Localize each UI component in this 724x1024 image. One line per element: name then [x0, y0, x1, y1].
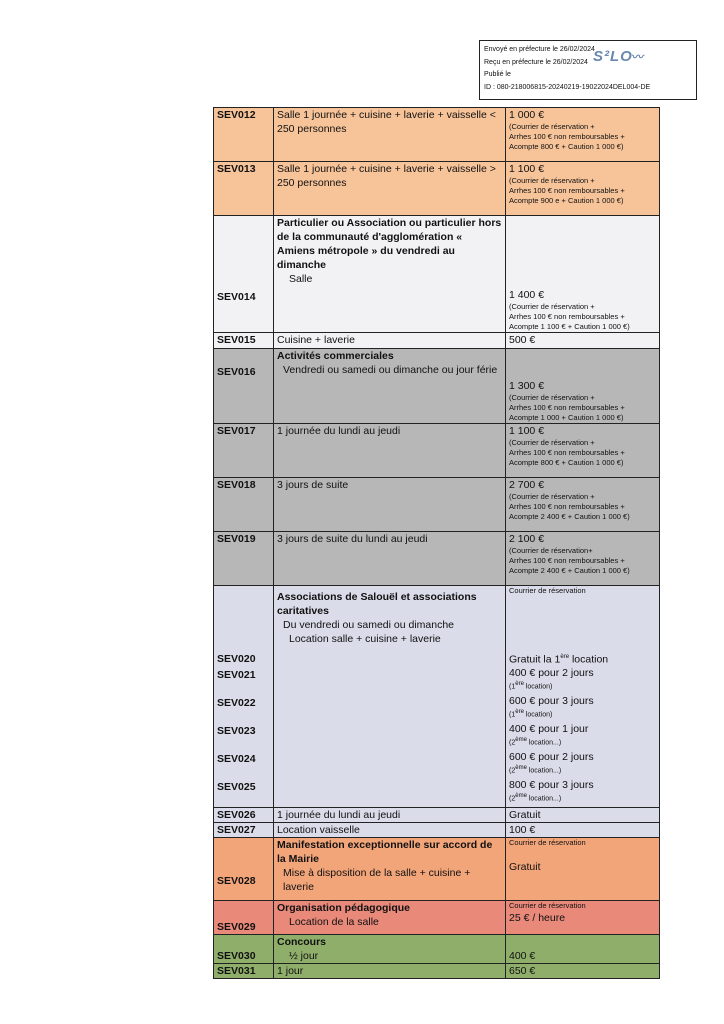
price-line: 600 € pour 3 jours	[509, 695, 594, 707]
row-code: SEV012	[214, 108, 274, 162]
row-description: 3 jours de suite	[274, 478, 506, 532]
row-description: 3 jours de suite du lundi au jeudi	[274, 532, 506, 586]
stamp-sent-date: Envoyé en préfecture le 26/02/2024	[484, 46, 595, 53]
table-row	[214, 349, 660, 424]
price-line: Gratuit la 1ère location	[509, 653, 609, 666]
price-condition-1: (Courrier de réservation +	[509, 393, 595, 402]
row-code: SEV020	[217, 653, 256, 665]
row-description	[274, 586, 506, 808]
row-code: SEV028	[214, 838, 274, 901]
row-description	[274, 901, 506, 935]
price-condition-2: Arrhes 100 € non remboursables +	[509, 403, 625, 412]
price-condition-3: Acompte 1 100 € + Caution 1 000 €)	[509, 322, 630, 331]
table-row	[214, 424, 660, 478]
price-condition-1: (Courrier de réservation +	[509, 302, 595, 311]
prefecture-stamp	[479, 40, 697, 100]
price-condition-2: Arrhes 100 € non remboursables +	[509, 448, 625, 457]
price-amount: 2 100 €	[509, 533, 545, 545]
row-description: 1 journée du lundi au jeudi	[274, 808, 506, 823]
price-condition-1: (Courrier de réservation+	[509, 546, 593, 555]
row-description: Location vaisselle	[274, 823, 506, 838]
price-subline: (1ère location)	[509, 681, 553, 691]
price-condition-3: Acompte 1 000 + Caution 1 000 €)	[509, 413, 624, 422]
row-price	[506, 478, 660, 532]
row-code: SEV017	[214, 424, 274, 478]
table-row	[214, 586, 660, 808]
row-code: SEV024	[217, 753, 256, 765]
row-detail: Vendredi ou samedi ou dimanche ou jour férie	[283, 364, 498, 376]
price-line: 800 € pour 3 jours	[509, 779, 594, 791]
price-condition-2: Arrhes 100 € non remboursables +	[509, 186, 625, 195]
row-price: 100 €	[506, 823, 660, 838]
price-amount: 1 100 €	[509, 163, 545, 175]
table-row	[214, 333, 660, 349]
row-code: SEV013	[214, 162, 274, 216]
row-detail: Location de la salle	[289, 916, 379, 928]
section-heading: Concours	[277, 936, 327, 948]
row-code: SEV031	[214, 964, 274, 979]
price-subline: (2ème location...)	[509, 737, 562, 747]
table-row	[214, 532, 660, 586]
price-condition-2: Arrhes 100 € non remboursables +	[509, 502, 625, 511]
row-detail: Location salle + cuisine + laverie	[289, 633, 441, 645]
tariff-table	[213, 107, 660, 979]
row-code: SEV021	[217, 669, 256, 681]
price-condition-3: Acompte 900 e + Caution 1 000 €)	[509, 196, 624, 205]
row-price: 500 €	[506, 333, 660, 349]
table-row	[214, 216, 660, 333]
price-note: Courrier de réservation	[509, 586, 586, 595]
row-description: Salle 1 journée + cuisine + laverie + vaisselle > 250 personnes	[274, 162, 506, 216]
price-condition-2: Arrhes 100 € non remboursables +	[509, 312, 625, 321]
price-amount: 1 300 €	[509, 380, 545, 392]
table-row	[214, 964, 660, 979]
row-code: SEV027	[214, 823, 274, 838]
price-amount: Gratuit	[509, 861, 541, 873]
price-condition-3: Acompte 800 € + Caution 1 000 €)	[509, 142, 624, 151]
stamp-received-date: Reçu en préfecture le 26/02/2024	[484, 58, 588, 66]
row-description: Cuisine + laverie	[274, 333, 506, 349]
row-code-stack	[214, 586, 274, 808]
row-description: 1 journée du lundi au jeudi	[274, 424, 506, 478]
row-description: Salle 1 journée + cuisine + laverie + vaisselle < 250 personnes	[274, 108, 506, 162]
row-code: SEV018	[214, 478, 274, 532]
row-code: SEV030	[214, 935, 274, 964]
slow-logo: S²LO〰	[593, 48, 644, 65]
price-note: Courrier de réservation	[509, 901, 586, 910]
row-detail: ½ jour	[289, 950, 319, 962]
section-heading: Associations de Salouël et associations caritatives	[277, 591, 477, 617]
row-price: 400 €	[506, 935, 660, 964]
row-description: 1 jour	[274, 964, 506, 979]
price-amount: 25 € / heure	[509, 912, 566, 924]
row-detail: Mise à disposition de la salle + cuisine + laverie	[283, 867, 471, 893]
section-heading: Activités commerciales	[277, 350, 394, 362]
row-price	[506, 108, 660, 162]
row-code: SEV026	[214, 808, 274, 823]
row-description	[274, 935, 506, 964]
price-condition-3: Acompte 2 400 € + Caution 1 000 €)	[509, 566, 630, 575]
section-heading: Organisation pédagogique	[277, 902, 411, 914]
stamp-id: ID : 080-218006815-20240219-19022024DEL004-DE	[484, 83, 651, 91]
price-amount: 1 400 €	[509, 289, 545, 301]
price-amount: 1 000 €	[509, 109, 545, 121]
row-price	[506, 532, 660, 586]
section-heading: Manifestation exceptionnelle sur accord de la Mairie	[277, 839, 493, 865]
price-line: 400 € pour 2 jours	[509, 667, 594, 679]
price-condition-2: Arrhes 100 € non remboursables +	[509, 132, 625, 141]
row-code: SEV029	[214, 901, 274, 935]
table-row	[214, 823, 660, 838]
row-code: SEV019	[214, 532, 274, 586]
table-row	[214, 935, 660, 964]
price-condition-1: (Courrier de réservation +	[509, 438, 595, 447]
row-price	[506, 216, 660, 333]
price-amount: 1 100 €	[509, 425, 545, 437]
row-price	[506, 901, 660, 935]
table-row	[214, 838, 660, 901]
price-subline: (2ème location...)	[509, 765, 562, 775]
row-detail: Du vendredi ou samedi ou dimanche	[283, 619, 455, 631]
row-code: SEV014	[214, 216, 274, 333]
row-detail: Salle	[289, 273, 313, 285]
section-heading: Particulier ou Association ou particulier hors de la communauté d'agglomération « Amiens métropole » du vendredi au dimanche	[277, 217, 502, 271]
price-condition-2: Arrhes 100 € non remboursables +	[509, 556, 625, 565]
price-amount: 2 700 €	[509, 479, 545, 491]
row-description	[274, 838, 506, 901]
table-row	[214, 901, 660, 935]
row-code: SEV022	[217, 697, 256, 709]
price-condition-3: Acompte 800 € + Caution 1 000 €)	[509, 458, 624, 467]
price-note: Courrier de réservation	[509, 838, 586, 847]
row-price: Gratuit	[506, 808, 660, 823]
row-price	[506, 162, 660, 216]
price-subline: (2ème location...)	[509, 793, 562, 803]
price-subline: (1ère location)	[509, 709, 553, 719]
price-line: 600 € pour 2 jours	[509, 751, 594, 763]
price-condition-1: (Courrier de réservation +	[509, 492, 595, 501]
row-code: SEV016	[214, 349, 274, 424]
row-description	[274, 349, 506, 424]
table-row	[214, 162, 660, 216]
row-price	[506, 586, 660, 808]
row-description	[274, 216, 506, 333]
row-price	[506, 424, 660, 478]
table-row	[214, 808, 660, 823]
row-price: 650 €	[506, 964, 660, 979]
stamp-published: Publié le	[484, 71, 511, 78]
price-line: 400 € pour 1 jour	[509, 723, 589, 735]
price-condition-3: Acompte 2 400 € + Caution 1 000 €)	[509, 512, 630, 521]
price-condition-1: (Courrier de réservation +	[509, 122, 595, 131]
table-row	[214, 108, 660, 162]
row-price	[506, 349, 660, 424]
row-code: SEV015	[214, 333, 274, 349]
price-condition-1: (Courrier de réservation +	[509, 176, 595, 185]
row-code: SEV023	[217, 725, 256, 737]
row-price	[506, 838, 660, 901]
table-row	[214, 478, 660, 532]
row-code: SEV025	[217, 781, 256, 793]
